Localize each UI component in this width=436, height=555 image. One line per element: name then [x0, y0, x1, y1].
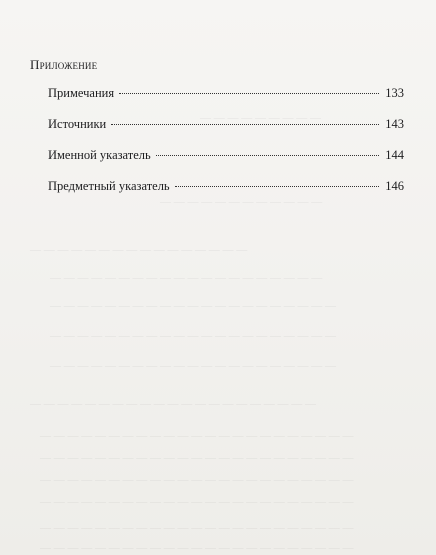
bleed-through-line: — — — — — — — — — — — — — — — — — — — — — — —	[40, 474, 354, 486]
bleed-through-line: — — — — — — — — — — — — — — — — — — — — — — —	[40, 522, 354, 534]
toc-entry-subject-index[interactable]	[48, 179, 404, 210]
toc-entry-page: 133	[385, 86, 404, 100]
toc-entry-label: Именной указатель	[48, 148, 151, 162]
bleed-through-line: — — — — — — — — — — — — — — — —	[30, 244, 248, 256]
dot-leader	[175, 186, 379, 187]
bleed-through-line: — — — — — — — — — — — — — — — — — — — — — — —	[40, 496, 354, 508]
table-of-contents	[48, 86, 404, 210]
toc-entry-page: 144	[385, 148, 404, 162]
dot-leader	[156, 155, 379, 156]
toc-entry-label: Примечания	[48, 86, 115, 100]
section-title: Приложение	[30, 57, 98, 72]
bleed-through-line: — — — — — — — — — — — — — — — — — — — — —	[30, 398, 316, 410]
toc-entry-label: Предметный указатель	[48, 179, 170, 193]
bleed-through-line: — — — — — — — — — — — — — — — — — — — — —	[50, 330, 336, 342]
toc-entry-notes[interactable]	[48, 86, 404, 117]
bleed-through-line: — — — — — — — — —	[200, 112, 321, 124]
bleed-through-line: — — — — — — — — — — — — — — — — — — — — — — —	[40, 430, 354, 442]
bleed-through-line: — — — — — — — — — — — — — — — — — — — — —	[50, 300, 336, 312]
bleed-through-line: — — — — — — — — — — — — — — — — — — — — — — —	[40, 452, 354, 464]
toc-entry-page: 146	[385, 179, 404, 193]
bleed-through-line: — — — — — — — — — — — — — — — — — — — —	[50, 272, 323, 284]
toc-entry-sources[interactable]	[48, 117, 404, 148]
dot-leader	[111, 124, 379, 125]
toc-entry-label: Источники	[48, 117, 107, 131]
toc-entry-name-index[interactable]	[48, 148, 404, 179]
dot-leader	[119, 93, 379, 94]
bleed-through-line: — — — — — — — — — — — — — — — — — — — — — — —	[40, 542, 354, 554]
bleed-through-line: — — — — — — — — — — — —	[160, 196, 323, 208]
toc-entry-page: 143	[385, 117, 404, 131]
bleed-through-line: — — — — — — — — — — — — — — — — — — — — —	[50, 360, 336, 372]
